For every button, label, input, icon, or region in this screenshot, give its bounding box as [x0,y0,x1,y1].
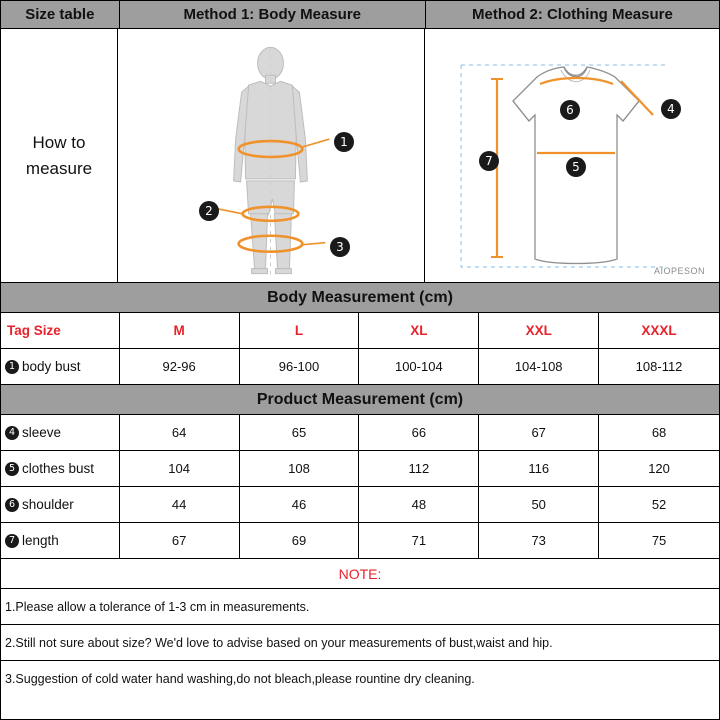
marker-6-shoulder: 6 [560,100,580,120]
note-line-3: 3.Suggestion of cold water hand washing,do not bleach,please rountine dry cleaning. [1,661,719,697]
cell-body-bust-xl: 100-104 [359,349,479,385]
header-method-1: Method 1: Body Measure [120,1,426,28]
cell-clothes-bust-xxl: 116 [479,451,599,487]
table-row [1,487,719,523]
size-header-l: L [240,313,360,349]
tshirt-svg [425,29,719,282]
row-label-clothes-bust [1,451,120,487]
table-header-row [1,1,719,29]
cell-shoulder-m: 44 [120,487,240,523]
table-row [1,349,719,385]
cell-clothes-bust-m: 104 [120,451,240,487]
note-line-2: 2.Still not sure about size? We'd love to advise based on your measurements of bust,waist and hip. [1,625,719,661]
tag-size-row [1,313,719,349]
circle-number-icon: 4 [5,426,19,440]
cell-sleeve-xxl: 67 [479,415,599,451]
cell-clothes-bust-l: 108 [240,451,360,487]
row-label-text: length [22,533,59,548]
illustration-row [1,29,719,283]
header-size-table: Size table [1,1,120,28]
cell-clothes-bust-xl: 112 [359,451,479,487]
circle-number-icon: 5 [5,462,19,476]
row-label-sleeve [1,415,120,451]
row-label-length [1,523,120,559]
circle-number-icon: 1 [5,360,19,374]
note-line-1: 1.Please allow a tolerance of 1-3 cm in measurements. [1,589,719,625]
table-row [1,523,719,559]
cell-sleeve-xl: 66 [359,415,479,451]
tag-size-label: Tag Size [1,313,120,349]
how-to-measure-cell [1,29,118,283]
row-label-text: sleeve [22,425,62,440]
table-row [1,415,719,451]
cell-sleeve-xxxl: 68 [599,415,719,451]
table-row [1,451,719,487]
marker-7-length: 7 [479,151,499,171]
note-title: NOTE: [1,559,719,589]
circle-number-icon: 7 [5,534,19,548]
cell-body-bust-xxxl: 108-112 [599,349,719,385]
row-label-text: clothes bust [22,461,95,476]
size-header-xxl: XXL [479,313,599,349]
cell-clothes-bust-xxxl: 120 [599,451,719,487]
header-method-2: Method 2: Clothing Measure [426,1,719,28]
cell-shoulder-xxl: 50 [479,487,599,523]
marker-1-bust: 1 [334,132,354,152]
marker-5-clothes-bust: 5 [566,157,586,177]
row-label-text: body bust [22,359,81,374]
marker-3-hip: 3 [330,237,350,257]
body-figure-svg [118,29,424,282]
circle-number-icon: 6 [5,498,19,512]
cell-shoulder-xl: 48 [359,487,479,523]
cell-sleeve-m: 64 [120,415,240,451]
cell-body-bust-m: 92-96 [120,349,240,385]
clothing-measure-illustration [425,29,719,283]
cell-shoulder-xxxl: 52 [599,487,719,523]
cell-body-bust-xxl: 104-108 [479,349,599,385]
how-to-measure-label: How to measure [25,133,93,178]
size-header-xl: XL [359,313,479,349]
marker-2-waist: 2 [199,201,219,221]
row-label-body-bust [1,349,120,385]
size-header-xxxl: XXXL [599,313,719,349]
cell-length-l: 69 [240,523,360,559]
row-label-text: shoulder [22,497,74,512]
cell-body-bust-l: 96-100 [240,349,360,385]
marker-4-sleeve: 4 [661,99,681,119]
brand-watermark: AIOPESON [653,266,705,276]
cell-length-xxl: 73 [479,523,599,559]
row-label-shoulder [1,487,120,523]
cell-length-m: 67 [120,523,240,559]
body-measure-illustration [118,29,425,283]
cell-length-xl: 71 [359,523,479,559]
body-measurement-title: Body Measurement (cm) [1,283,719,313]
cell-length-xxxl: 75 [599,523,719,559]
product-measurement-title: Product Measurement (cm) [1,385,719,415]
size-header-m: M [120,313,240,349]
cell-shoulder-l: 46 [240,487,360,523]
cell-sleeve-l: 65 [240,415,360,451]
